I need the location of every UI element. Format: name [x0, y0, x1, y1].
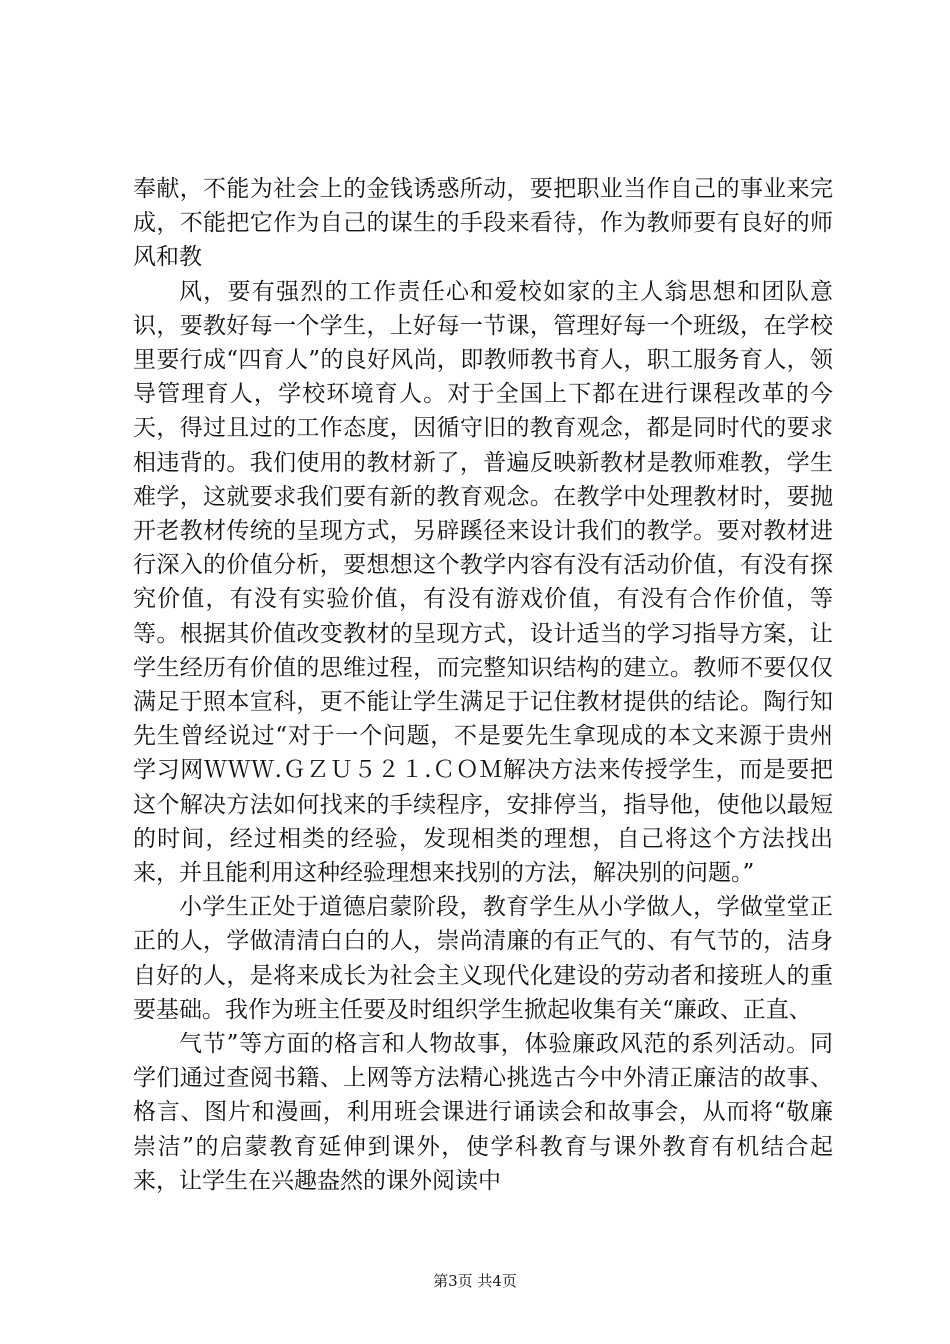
paragraph-4: 气节”等方面的格言和人物故事，体验廉政风范的系列活动。同学们通过查阅书籍、上网等方法精心挑选古今中外清正廉洁的故事、格言、图片和漫画，利用班会课进行诵读会和故事会，从而将“敬廉崇洁”的启蒙教育延伸到课外，使学科教育与课外教育有机结合起来，让学生在兴趣盎然的课外阅读中	[133, 1031, 833, 1194]
document-body	[133, 172, 833, 1198]
page-number-footer: 第3页 共4页	[433, 1272, 517, 1290]
paragraph-1: 奉献，不能为社会上的金钱诱惑所动，要把职业当作自己的事业来完成，不能把它作为自己的谋生的手段来看待，作为教师要有良好的师风和教	[133, 176, 833, 271]
paragraph-3: 小学生正处于道德启蒙阶段，教育学生从小学做人，学做堂堂正正的人，学做清清白白的人，崇尚清廉的有正气的、有气节的，洁身自好的人，是将来成长为社会主义现代化建设的劳动者和接班人的重要基础。我作为班主任要及时组织学生掀起收集有关“廉政、正直、	[133, 894, 833, 1023]
paragraph-2: 风，要有强烈的工作责任心和爱校如家的主人翁思想和团队意识，要教好每一个学生，上好每一节课，管理好每一个班级，在学校里要行成“四育人”的良好风尚，即教师教书育人，职工服务育人，领导管理育人，学校环境育人。对于全国上下都在进行课程改革的今天，得过且过的工作态度，因循守旧的教育观念，都是同时代的要求相违背的。我们使用的教材新了，普遍反映新教材是教师难教，学生难学，这就要求我们要有新的教育观念。在教学中处理教材时，要抛开老教材传统的呈现方式，另辟蹊径来设计我们的教学。要对教材进行深入的价值分析，要想想这个教学内容有没有活动价值，有没有探究价值，有没有实验价值，有没有游戏价值，有没有合作价值，等等。根据其价值改变教材的呈现方式，设计适当的学习指导方案，让学生经历有价值的思维过程，而完整知识结构的建立。教师不要仅仅满足于照本宣科，更不能让学生满足于记住教材提供的结论。陶行知先生曾经说过“对于一个问题，不是要先生拿现成的本文来源于贵州学习网ＷＷＷ.ＧＺＵ５２１.ＣＯＭ解决方法来传授学生，而是要把这个解决方法如何找来的手续程序，安排停当，指导他，使他以最短的时间，经过相类的经验，发现相类的理想，自己将这个方法找出来，并且能利用这种经验理想来找别的方法，解决别的问题。”	[133, 278, 833, 887]
